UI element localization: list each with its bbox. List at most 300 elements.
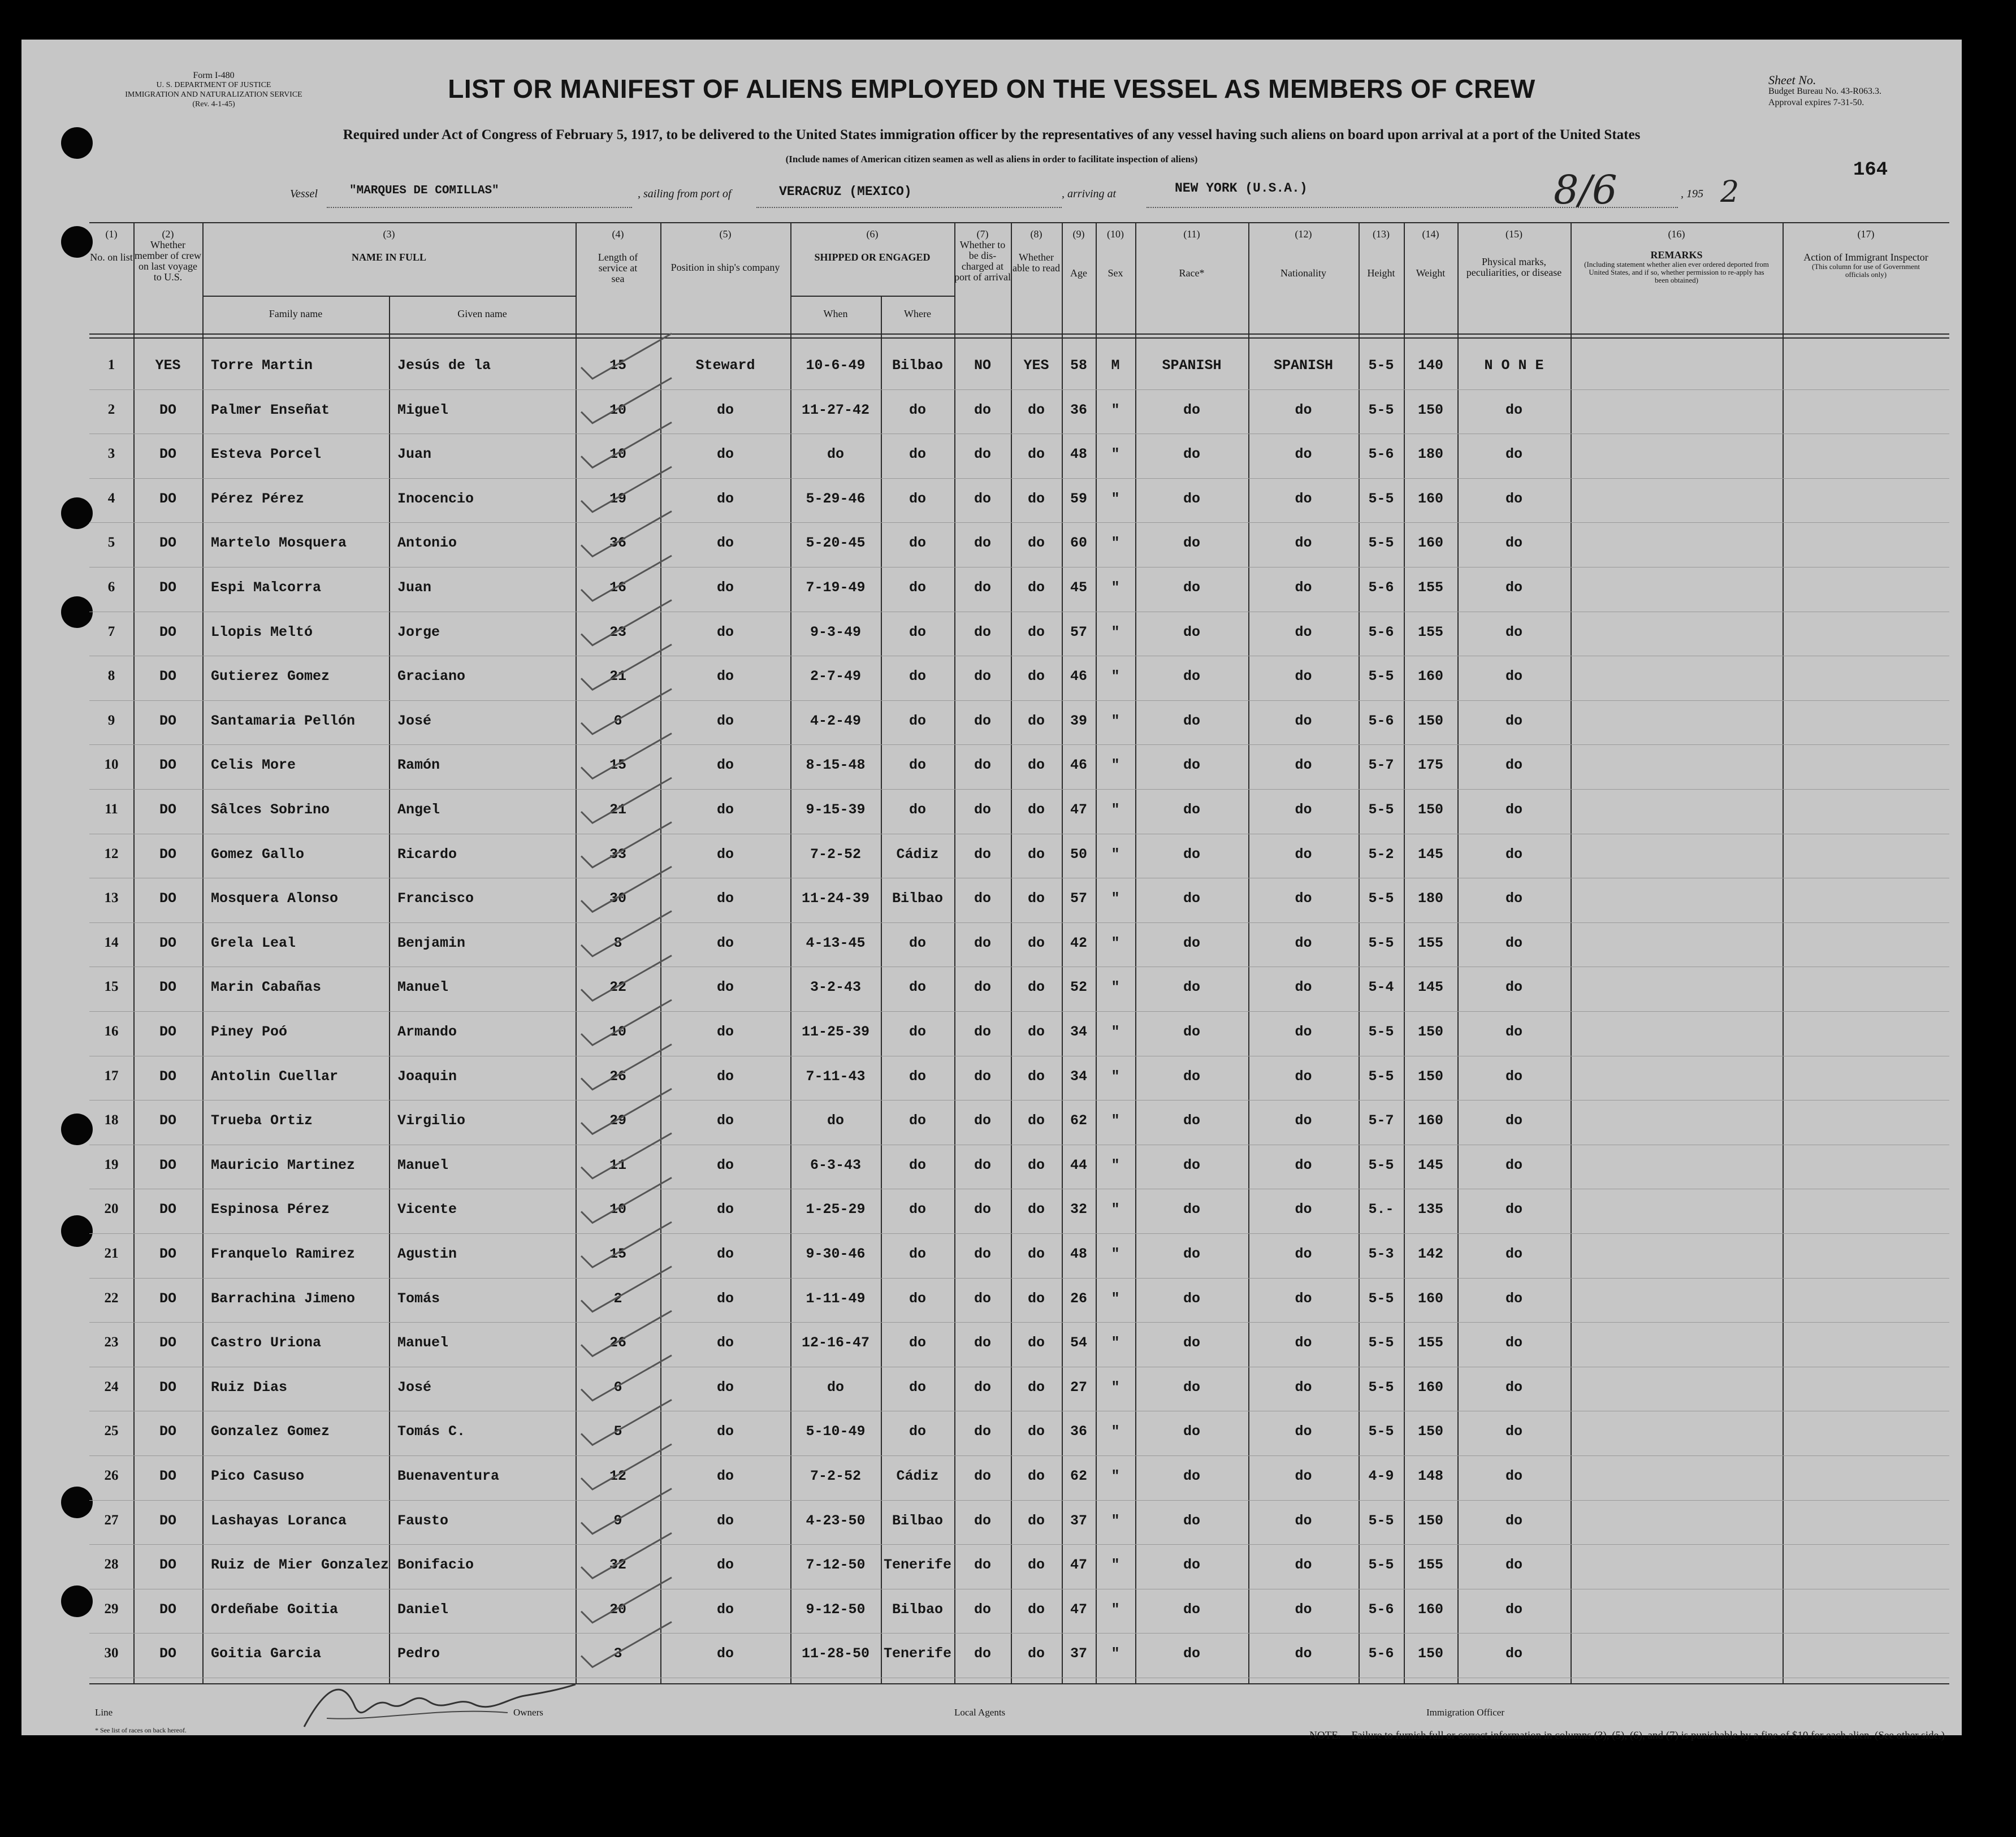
cell-when: 7-2-52	[810, 1468, 861, 1484]
cell-crew: DO	[159, 1068, 176, 1085]
cell-when: 7-19-49	[806, 579, 866, 596]
cell-marks: do	[1505, 979, 1522, 996]
cell-service: 6	[613, 712, 622, 729]
pencil-check-mark	[581, 1267, 672, 1312]
cell-position: do	[716, 1557, 734, 1574]
cell-height: 5-5	[1368, 357, 1394, 374]
cell-service: 3	[613, 1645, 622, 1662]
cell-read: do	[1027, 979, 1045, 996]
cell-family: Mosquera Alonso	[211, 890, 339, 907]
cell-age: 42	[1070, 934, 1087, 951]
cell-position: do	[716, 579, 734, 596]
cell-read: do	[1027, 1335, 1045, 1351]
cell-service: 15	[609, 357, 626, 374]
table-header-border	[89, 333, 1949, 335]
cell-family: Trueba Ortiz	[211, 1112, 313, 1129]
pencil-check-mark	[581, 1355, 672, 1401]
cell-service: 10	[609, 1024, 626, 1040]
cell-no: 24	[104, 1379, 119, 1394]
cell-disch: do	[974, 1068, 991, 1085]
cell-marks: do	[1505, 401, 1522, 418]
table-header-border-double	[89, 337, 1949, 339]
cell-where: do	[909, 668, 926, 685]
cell-read: do	[1027, 934, 1045, 951]
cell-disch: do	[974, 1379, 991, 1396]
cell-height: 5-5	[1368, 401, 1394, 418]
cell-given: Antonio	[397, 535, 457, 552]
cell-family: Ordeñabe Goitia	[211, 1601, 339, 1618]
cell-height: 5-5	[1368, 890, 1394, 907]
cell-where: Bilbao	[892, 890, 943, 907]
cell-nat: do	[1295, 757, 1312, 774]
cell-position: do	[716, 623, 734, 640]
cell-family: Franquelo Ramirez	[211, 1246, 356, 1262]
cell-where: do	[909, 623, 926, 640]
cell-race: do	[1183, 712, 1200, 729]
cell-sex: "	[1111, 712, 1120, 729]
pencil-checkmarks	[576, 345, 689, 1679]
cell-family: Llopis Meltó	[211, 623, 313, 640]
cell-race: SPANISH	[1162, 357, 1222, 374]
cell-sex: "	[1111, 934, 1120, 951]
col-3-header: (3) NAME IN FULL	[351, 228, 426, 263]
cell-family: Pérez Pérez	[211, 490, 305, 507]
cell-sex: "	[1111, 846, 1120, 863]
cell-sex: "	[1111, 401, 1120, 418]
cell-height: 5-5	[1368, 1335, 1394, 1351]
cell-where: do	[909, 1379, 926, 1396]
cell-given: Pedro	[397, 1645, 440, 1662]
cell-crew: DO	[159, 846, 176, 863]
cell-nat: do	[1295, 401, 1312, 418]
cell-family: Espinosa Pérez	[211, 1201, 330, 1218]
cell-given: Daniel	[397, 1601, 449, 1618]
cell-family: Celis More	[211, 757, 296, 774]
cell-marks: do	[1505, 801, 1522, 818]
cell-when: 7-12-50	[806, 1557, 866, 1574]
cell-no: 4	[107, 490, 115, 506]
cell-crew: DO	[159, 1512, 176, 1529]
cell-where: Bilbao	[892, 357, 943, 374]
cell-family: Sâlces Sobrino	[211, 801, 330, 818]
cell-disch: do	[974, 623, 991, 640]
cell-given: Virgilio	[397, 1112, 466, 1129]
cell-position: do	[716, 934, 734, 951]
page-title: LIST OR MANIFEST OF ALIENS EMPLOYED ON THE VESSEL AS MEMBERS OF CREW	[448, 74, 1535, 103]
cell-race: do	[1183, 1335, 1200, 1351]
cell-no: 10	[104, 757, 119, 773]
cell-height: 5-6	[1368, 446, 1394, 463]
cell-service: 21	[609, 668, 626, 685]
cell-no: 8	[107, 668, 115, 684]
cell-age: 44	[1070, 1156, 1087, 1173]
cell-weight: 180	[1417, 446, 1443, 463]
cell-position: do	[716, 1335, 734, 1351]
cell-service: 36	[609, 535, 626, 552]
cell-family: Antolin Cuellar	[211, 1068, 339, 1085]
cell-where: do	[909, 1335, 926, 1351]
cell-disch: do	[974, 1335, 991, 1351]
cell-marks: do	[1505, 1601, 1522, 1618]
cell-height: 5.-	[1368, 1201, 1394, 1218]
arriving-label: , arriving at	[1062, 188, 1117, 200]
cell-weight: 142	[1417, 1246, 1443, 1262]
race-footnote: * See list of races on back hereof.	[95, 1726, 187, 1734]
cell-race: do	[1183, 1601, 1200, 1618]
cell-where: do	[909, 712, 926, 729]
pencil-check-mark	[581, 333, 672, 379]
cell-service: 10	[609, 1201, 626, 1218]
cell-sex: "	[1111, 757, 1120, 774]
cell-crew: DO	[159, 979, 176, 996]
cell-family: Goitia Garcia	[211, 1645, 322, 1662]
cell-disch: do	[974, 668, 991, 685]
cell-weight: 160	[1417, 1601, 1443, 1618]
sheet-number-label: Sheet No.	[1768, 73, 1816, 87]
footer-owners-label: Owners	[513, 1707, 543, 1718]
cell-family: Gutierez Gomez	[211, 668, 330, 685]
cell-nat: do	[1295, 1423, 1312, 1440]
cell-age: 27	[1070, 1379, 1087, 1396]
cell-disch: do	[974, 890, 991, 907]
cell-position: do	[716, 890, 734, 907]
cell-read: do	[1027, 846, 1045, 863]
cell-crew: DO	[159, 1557, 176, 1574]
cell-race: do	[1183, 623, 1200, 640]
cell-position: do	[716, 1423, 734, 1440]
cell-race: do	[1183, 1112, 1200, 1129]
cell-disch: do	[974, 1423, 991, 1440]
cell-crew: DO	[159, 712, 176, 729]
cell-no: 30	[104, 1645, 119, 1661]
cell-nat: do	[1295, 1557, 1312, 1574]
pencil-check-mark	[581, 556, 672, 601]
cell-when: 1-25-29	[806, 1201, 866, 1218]
cell-where: do	[909, 1024, 926, 1040]
cell-family: Ruiz de Mier Gonzalez	[211, 1557, 390, 1574]
cell-no: 15	[104, 979, 119, 995]
cell-height: 5-2	[1368, 846, 1394, 863]
cell-height: 5-5	[1368, 1068, 1394, 1085]
cell-race: do	[1183, 1645, 1200, 1662]
cell-age: 60	[1070, 535, 1087, 552]
cell-nat: do	[1295, 668, 1312, 685]
cell-marks: do	[1505, 623, 1522, 640]
cell-race: do	[1183, 490, 1200, 507]
col-3-family-header: Family name	[269, 308, 323, 319]
cell-disch: do	[974, 1024, 991, 1040]
cell-service: 22	[609, 979, 626, 996]
cell-service: 26	[609, 1335, 626, 1351]
cell-weight: 145	[1417, 846, 1443, 863]
cell-given: Bonifacio	[397, 1557, 474, 1574]
cell-no: 3	[107, 446, 115, 462]
cell-crew: DO	[159, 1645, 176, 1662]
cell-age: 39	[1070, 712, 1087, 729]
pencil-check-mark	[581, 1222, 672, 1267]
pencil-check-mark	[581, 778, 672, 823]
cell-family: Grela Leal	[211, 934, 296, 951]
cell-height: 5-5	[1368, 801, 1394, 818]
col-16-header: (16) REMARKS (Including statement whether alien ever ordered deported from United States, and if so, whether permission to re-apply has been obtained)	[1584, 228, 1769, 284]
cell-when: 7-2-52	[810, 846, 861, 863]
cell-nat: do	[1295, 979, 1312, 996]
cell-age: 47	[1070, 1557, 1087, 1574]
cell-race: do	[1183, 1201, 1200, 1218]
cell-height: 5-6	[1368, 579, 1394, 596]
cell-disch: do	[974, 1645, 991, 1662]
cell-age: 34	[1070, 1068, 1087, 1085]
cell-read: do	[1027, 1068, 1045, 1085]
cell-crew: DO	[159, 535, 176, 552]
table-top-border	[89, 222, 1949, 223]
cell-marks: do	[1505, 1024, 1522, 1040]
cell-crew: DO	[159, 1024, 176, 1040]
cell-when: 8-15-48	[806, 757, 866, 774]
cell-nat: do	[1295, 1645, 1312, 1662]
pencil-check-mark	[581, 511, 672, 556]
cell-when: 11-24-39	[801, 890, 870, 907]
cell-read: do	[1027, 1645, 1045, 1662]
cell-height: 4-9	[1368, 1468, 1394, 1484]
col-15-header: (15) Physical marks, peculiarities, or disease	[1466, 228, 1562, 278]
cell-disch: do	[974, 1156, 991, 1173]
cell-when: 9-12-50	[806, 1601, 866, 1618]
cell-service: 20	[609, 1601, 626, 1618]
cell-position: do	[716, 1468, 734, 1484]
cell-when: do	[827, 1112, 844, 1129]
cell-disch: do	[974, 846, 991, 863]
cell-nat: do	[1295, 1024, 1312, 1040]
cell-position: do	[716, 1601, 734, 1618]
cell-family: Espi Malcorra	[211, 579, 322, 596]
cell-read: do	[1027, 1201, 1045, 1218]
pencil-check-mark	[581, 866, 672, 912]
pencil-check-mark	[581, 644, 672, 690]
cell-sex: "	[1111, 890, 1120, 907]
cell-age: 62	[1070, 1112, 1087, 1129]
cell-weight: 155	[1417, 934, 1443, 951]
cell-where: do	[909, 979, 926, 996]
cell-sex: "	[1111, 1423, 1120, 1440]
cell-no: 16	[104, 1024, 119, 1039]
cell-height: 5-5	[1368, 490, 1394, 507]
cell-disch: do	[974, 801, 991, 818]
cell-no: 22	[104, 1290, 119, 1306]
cell-height: 5-5	[1368, 934, 1394, 951]
budget-bureau-number: Budget Bureau No. 43-R063.3.	[1768, 86, 1881, 96]
cell-marks: do	[1505, 1335, 1522, 1351]
cell-sex: "	[1111, 490, 1120, 507]
vessel-name: "MARQUES DE COMILLAS"	[349, 184, 499, 197]
cell-given: Jesús de la	[397, 357, 491, 374]
cell-given: Joaquin	[397, 1068, 457, 1085]
cell-no: 13	[104, 890, 119, 906]
cell-position: do	[716, 1024, 734, 1040]
pencil-check-mark	[581, 911, 672, 956]
cell-given: Jorge	[397, 623, 440, 640]
cell-marks: do	[1505, 1290, 1522, 1307]
cell-sex: "	[1111, 1068, 1120, 1085]
cell-race: do	[1183, 1024, 1200, 1040]
cell-service: 19	[609, 490, 626, 507]
cell-sex: "	[1111, 579, 1120, 596]
cell-age: 45	[1070, 579, 1087, 596]
cell-given: Manuel	[397, 1156, 449, 1173]
cell-given: Manuel	[397, 1335, 449, 1351]
cell-height: 5-5	[1368, 1290, 1394, 1307]
cell-crew: DO	[159, 579, 176, 596]
cell-read: do	[1027, 1290, 1045, 1307]
cell-weight: 160	[1417, 668, 1443, 685]
cell-read: do	[1027, 712, 1045, 729]
cell-sex: "	[1111, 1335, 1120, 1351]
pencil-check-mark	[581, 733, 672, 778]
cell-disch: do	[974, 712, 991, 729]
cell-family: Torre Martin	[211, 357, 313, 374]
cell-age: 46	[1070, 668, 1087, 685]
cell-height: 5-6	[1368, 1601, 1394, 1618]
sheet-info	[1768, 75, 1881, 109]
cell-when: 6-3-43	[810, 1156, 861, 1173]
cell-read: do	[1027, 1468, 1045, 1484]
cell-weight: 155	[1417, 623, 1443, 640]
cell-where: do	[909, 490, 926, 507]
pencil-check-mark	[581, 1622, 672, 1667]
cell-family: Castro Uriona	[211, 1335, 322, 1351]
cell-weight: 160	[1417, 1290, 1443, 1307]
cell-nat: do	[1295, 1112, 1312, 1129]
cell-crew: DO	[159, 1201, 176, 1218]
pencil-check-mark	[581, 1489, 672, 1534]
cell-height: 5-6	[1368, 712, 1394, 729]
cell-service: 6	[613, 1379, 622, 1396]
cell-position: do	[716, 712, 734, 729]
cell-given: Graciano	[397, 668, 466, 685]
cell-nat: do	[1295, 1068, 1312, 1085]
cell-disch: do	[974, 579, 991, 596]
cell-height: 5-7	[1368, 757, 1394, 774]
cell-when: 4-23-50	[806, 1512, 866, 1529]
cell-position: do	[716, 757, 734, 774]
cell-service: 2	[613, 1290, 622, 1307]
cell-service: 21	[609, 801, 626, 818]
cell-race: do	[1183, 1156, 1200, 1173]
cell-given: Angel	[397, 801, 440, 818]
cell-no: 19	[104, 1156, 119, 1172]
cell-disch: do	[974, 757, 991, 774]
cell-given: Tomás	[397, 1290, 440, 1307]
cell-service: 33	[609, 846, 626, 863]
cell-where: do	[909, 401, 926, 418]
cell-nat: do	[1295, 934, 1312, 951]
cell-marks: do	[1505, 1112, 1522, 1129]
cell-read: do	[1027, 446, 1045, 463]
cell-read: do	[1027, 1156, 1045, 1173]
cell-height: 5-5	[1368, 1156, 1394, 1173]
cell-height: 5-5	[1368, 1557, 1394, 1574]
cell-height: 5-5	[1368, 668, 1394, 685]
cell-no: 20	[104, 1201, 119, 1217]
cell-when: do	[827, 1379, 844, 1396]
cell-disch: do	[974, 1201, 991, 1218]
cell-height: 5-5	[1368, 535, 1394, 552]
cell-crew: DO	[159, 1468, 176, 1484]
col-11-header: (11) Race*	[1179, 228, 1205, 279]
cell-position: do	[716, 1246, 734, 1262]
cell-race: do	[1183, 1379, 1200, 1396]
cell-height: 5-3	[1368, 1246, 1394, 1262]
port-of-arrival: NEW YORK (U.S.A.)	[1175, 181, 1308, 196]
subtitle-required: Required under Act of Congress of February 5, 1917, to be delivered to the United States immigration officer by the representatives of any vessel having such aliens on board upon arrival at a port of the United States	[343, 127, 1641, 142]
binder-hole	[61, 596, 93, 628]
cell-where: do	[909, 446, 926, 463]
cell-when: 12-16-47	[801, 1335, 870, 1351]
cell-where: Cádiz	[896, 1468, 939, 1484]
cell-family: Gonzalez Gomez	[211, 1423, 330, 1440]
cell-height: 5-4	[1368, 979, 1394, 996]
cell-read: do	[1027, 623, 1045, 640]
cell-service: 5	[613, 1423, 622, 1440]
cell-no: 28	[104, 1557, 119, 1572]
cell-read: do	[1027, 579, 1045, 596]
cell-given: Armando	[397, 1024, 457, 1040]
cell-age: 26	[1070, 1290, 1087, 1307]
cell-nat: do	[1295, 1468, 1312, 1484]
cell-family: Piney Poó	[211, 1024, 288, 1040]
cell-when: 11-28-50	[801, 1645, 870, 1662]
cell-sex: "	[1111, 1601, 1120, 1618]
cell-when: 5-20-45	[806, 535, 866, 552]
cell-crew: DO	[159, 757, 176, 774]
cell-position: do	[716, 1156, 734, 1173]
cell-position: do	[716, 1379, 734, 1396]
cell-sex: "	[1111, 535, 1120, 552]
cell-service: 12	[609, 1468, 626, 1484]
cell-crew: DO	[159, 1423, 176, 1440]
col-1-header: (1) No. on list	[90, 228, 133, 263]
cell-read: do	[1027, 1379, 1045, 1396]
col-4-header: (4) Length of service at sea	[598, 228, 638, 284]
cell-age: 36	[1070, 1423, 1087, 1440]
pencil-check-mark	[581, 467, 672, 512]
col-2-header: (2) Whether member of crew on last voyage to U.S.	[135, 228, 201, 283]
cell-height: 5-6	[1368, 623, 1394, 640]
cell-disch: do	[974, 490, 991, 507]
cell-position: do	[716, 1645, 734, 1662]
department-line: U. S. DEPARTMENT OF JUSTICE	[156, 81, 271, 89]
cell-marks: do	[1505, 1201, 1522, 1218]
cell-read: do	[1027, 801, 1045, 818]
cell-marks: N O N E	[1484, 357, 1544, 374]
signature-scribble	[293, 1673, 587, 1735]
subtitle-include: (Include names of American citizen seamen as well as aliens in order to facilitate inspection of aliens)	[785, 154, 1198, 164]
cell-crew: DO	[159, 1601, 176, 1618]
cell-when: 4-13-45	[806, 934, 866, 951]
cell-age: 50	[1070, 846, 1087, 863]
cell-sex: "	[1111, 668, 1120, 685]
cell-where: Tenerife	[883, 1557, 952, 1574]
cell-read: do	[1027, 1423, 1045, 1440]
pencil-check-mark	[581, 1400, 672, 1445]
cell-service: 30	[609, 890, 626, 907]
cell-when: 5-29-46	[806, 490, 866, 507]
cell-no: 27	[104, 1512, 119, 1528]
cell-position: do	[716, 1201, 734, 1218]
arrival-date-handwritten: 8/6	[1554, 167, 1617, 213]
cell-when: 11-25-39	[801, 1024, 870, 1040]
cell-age: 46	[1070, 757, 1087, 774]
